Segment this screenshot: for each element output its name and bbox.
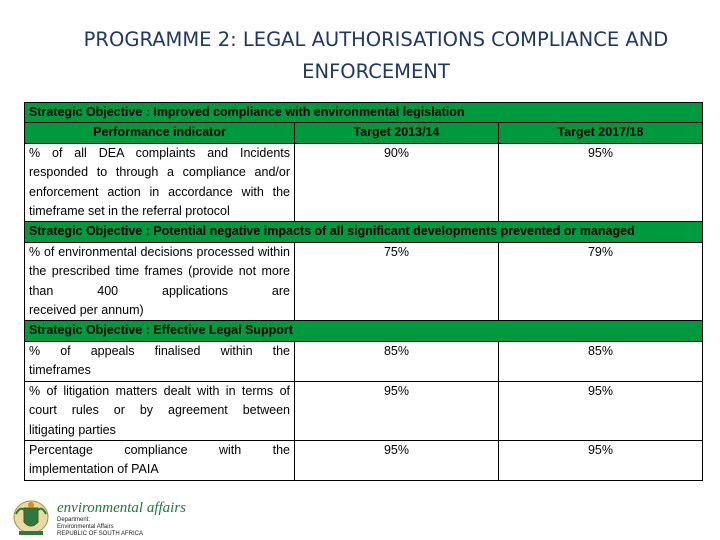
department-line: Environmental Affairs	[57, 524, 114, 530]
table-row	[25, 242, 703, 321]
indicator-line: timeframe set in the referral protocol	[29, 204, 230, 219]
indicator-line: implementation of PAIA	[29, 462, 159, 477]
target-2017-cell: 85%	[499, 341, 703, 381]
department-line: REPUBLIC OF SOUTH AFRICA	[57, 531, 144, 537]
indicator-cell	[25, 440, 295, 480]
indicator-cell	[25, 143, 295, 222]
title-line-1: PROGRAMME 2: LEGAL AUTHORISATIONS COMPLIANCE AND	[83, 28, 669, 51]
page-title	[40, 24, 712, 88]
table-row	[25, 341, 703, 381]
objective-row	[25, 321, 703, 341]
target-2017-cell: 95%	[499, 143, 703, 222]
indicator-cell	[25, 242, 295, 321]
indicator-line: enforcement action in accordance with the	[29, 184, 290, 199]
objective-row	[25, 103, 703, 123]
strategic-objective-2: Strategic Objective : Potential negative impacts of all significant developments prevented or managed	[25, 222, 703, 242]
indicator-cell	[25, 381, 295, 440]
header-target-2013: Target 2013/14	[295, 123, 499, 143]
table-row	[25, 440, 703, 480]
table-row	[25, 381, 703, 440]
indicator-line: % of all DEA complaints and Incidents	[29, 145, 290, 160]
target-2013-cell: 90%	[295, 143, 499, 222]
target-2013-cell: 75%	[295, 242, 499, 321]
indicator-line: timeframes	[29, 363, 91, 378]
target-2013-cell: 85%	[295, 341, 499, 381]
indicator-cell	[25, 341, 295, 381]
indicator-line: % of appeals finalised within the	[29, 343, 290, 358]
header-row	[25, 123, 703, 143]
indicator-line: responded to through a compliance and/or	[29, 165, 290, 180]
indicator-line: Percentage compliance with the	[29, 442, 290, 457]
indicator-line: within the prescribed time frames (provide	[29, 244, 290, 279]
brand-name: environmental affairs	[57, 500, 187, 516]
header-target-2017: Target 2017/18	[499, 123, 703, 143]
department-text	[57, 517, 143, 538]
objective-row	[25, 222, 703, 242]
title-line-2: ENFORCEMENT	[302, 60, 450, 83]
indicator-line: % of litigation matters dealt with in terms of	[29, 383, 290, 398]
target-2013-cell: 95%	[295, 440, 499, 480]
strategic-objective-1: Strategic Objective : Improved compliance with environmental legislation	[25, 103, 703, 123]
department-logo	[10, 498, 230, 538]
strategic-objective-3: Strategic Objective : Effective Legal Support	[25, 321, 703, 341]
coat-of-arms-icon	[10, 500, 52, 538]
header-indicator: Performance indicator	[25, 123, 295, 143]
indicator-line: court rules or by agreement between	[29, 403, 290, 418]
indicator-line: % of environmental decisions processed	[29, 244, 255, 259]
target-2013-cell: 95%	[295, 381, 499, 440]
indicator-line: received per annum)	[29, 303, 144, 318]
table-row	[25, 143, 703, 222]
department-line: Department:	[57, 517, 91, 523]
target-2017-cell: 95%	[499, 440, 703, 480]
indicator-line: not more than 400 applications are	[29, 264, 290, 298]
indicator-line: litigating parties	[29, 422, 116, 437]
target-2017-cell: 79%	[499, 242, 703, 321]
performance-table	[24, 102, 703, 481]
target-2017-cell: 95%	[499, 381, 703, 440]
